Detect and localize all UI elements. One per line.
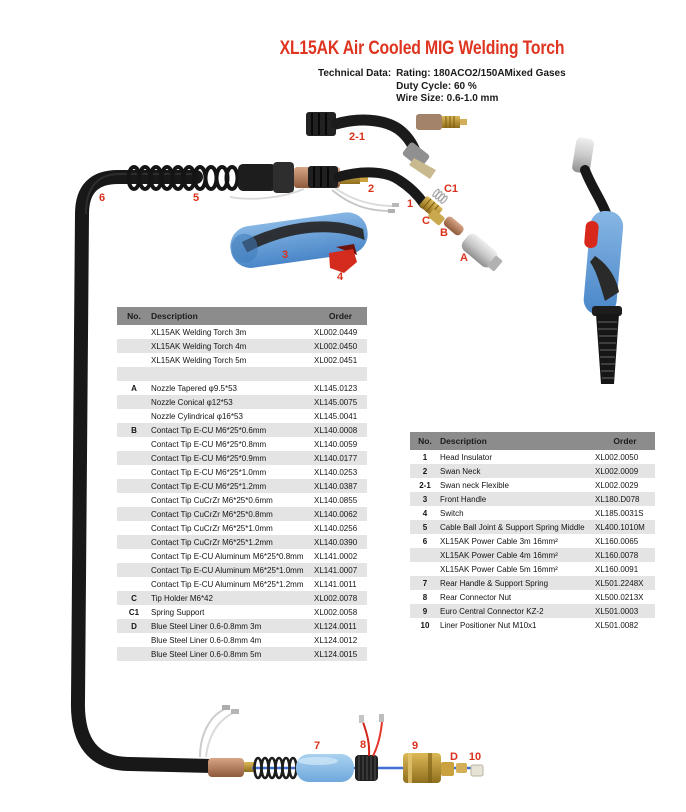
cell-desc: Rear Handle & Support Spring — [440, 578, 549, 588]
cell-order: XL501.0082 — [595, 620, 639, 630]
table-row — [117, 493, 367, 507]
table-row — [410, 590, 655, 604]
cell-desc: Contact Tip E-CU Aluminum M6*25*0.8mm — [151, 551, 304, 561]
cell-order: XL140.0390 — [314, 537, 358, 547]
cell-desc: Contact Tip E-CU M6*25*0.8mm — [151, 439, 267, 449]
cell-no: C — [131, 593, 137, 603]
callout-9: 9 — [411, 740, 419, 752]
table-row — [410, 464, 655, 478]
cell-desc: Tip Holder M6*42 — [151, 593, 213, 603]
cell-order: XL140.0387 — [314, 481, 358, 491]
cell-desc: Cable Ball Joint & Support Spring Middle — [440, 522, 585, 532]
cell-order: XL002.0050 — [595, 452, 639, 462]
cell-desc: XL15AK Power Cable 5m 16mm² — [440, 564, 558, 574]
callout-4: 4 — [336, 271, 344, 283]
header-no: No. — [117, 307, 151, 325]
table-row — [117, 339, 367, 353]
front-handle-image — [228, 210, 371, 273]
callout-3: 3 — [281, 249, 289, 261]
cell-no — [117, 549, 151, 563]
cell-desc: Contact Tip E-CU M6*25*0.6mm — [151, 425, 267, 435]
cell-no — [117, 437, 151, 451]
cell-order: XL002.0078 — [314, 593, 358, 603]
cell-desc: Nozzle Cylindrical φ16*53 — [151, 411, 243, 421]
cell-no — [117, 451, 151, 465]
table-row — [410, 548, 655, 562]
table-row — [117, 451, 367, 465]
table-row — [117, 605, 367, 619]
cell-no: 10 — [420, 620, 430, 630]
cell-no: B — [131, 425, 137, 435]
cell-no: 4 — [422, 508, 428, 518]
table-row — [117, 591, 367, 605]
cell-no: 8 — [422, 592, 428, 602]
header-order: Order — [314, 307, 367, 325]
cell-order: XL124.0012 — [314, 635, 358, 645]
cell-desc: Switch — [440, 508, 464, 518]
cell-no — [410, 548, 440, 562]
table-row — [410, 520, 655, 534]
cell-order: XL141.0002 — [314, 551, 358, 561]
cell-order: XL140.0855 — [314, 495, 358, 505]
cell-order: XL400.1010M — [595, 522, 645, 532]
cell-order: XL160.0091 — [595, 564, 639, 574]
table-row — [117, 423, 367, 437]
rear-handle-image — [296, 754, 354, 782]
table-row — [117, 563, 367, 577]
callout-8: 8 — [359, 739, 367, 751]
callout-6: 6 — [98, 192, 106, 204]
cell-no — [117, 535, 151, 549]
cell-no: D — [131, 621, 137, 631]
cell-no — [117, 563, 151, 577]
cell-order: XL140.0256 — [314, 523, 358, 533]
table-row — [410, 506, 655, 520]
callout-c1: C1 — [443, 183, 459, 195]
cell-desc: Blue Steel Liner 0.6-0.8mm 3m — [151, 621, 262, 631]
cell-no: 6 — [422, 536, 428, 546]
cell-order: XL180.D078 — [595, 494, 640, 504]
table-row — [410, 478, 655, 492]
cell-no — [117, 395, 151, 409]
cell-desc: Front Handle — [440, 494, 487, 504]
cell-no — [117, 577, 151, 591]
cell-no: 2-1 — [419, 480, 431, 490]
cell-desc — [151, 367, 314, 381]
cell-desc: Spring Support — [151, 607, 205, 617]
cell-order: XL002.0029 — [595, 480, 639, 490]
cell-desc: Swan neck Flexible — [440, 480, 509, 490]
components-parts-table — [410, 432, 655, 632]
table-row — [117, 381, 367, 395]
cell-no: 9 — [422, 606, 428, 616]
header-no: No. — [410, 432, 440, 450]
cell-no — [117, 409, 151, 423]
callout-10: 10 — [468, 751, 482, 763]
cell-desc: Contact Tip E-CU M6*25*0.9mm — [151, 453, 267, 463]
table-row — [410, 576, 655, 590]
cell-no: 7 — [422, 578, 428, 588]
cell-desc: Contact Tip E-CU Aluminum M6*25*1.2mm — [151, 579, 304, 589]
cell-desc: Nozzle Conical φ12*53 — [151, 397, 233, 407]
assembled-torch-image — [571, 137, 624, 384]
cell-desc: Liner Positioner Nut M10x1 — [440, 620, 537, 630]
euro-connector-image — [403, 753, 454, 783]
callout-c: C — [422, 215, 430, 227]
cell-order: XL140.0059 — [314, 439, 358, 449]
cell-order: XL140.0062 — [314, 509, 358, 519]
table-row — [410, 618, 655, 632]
cell-order: XL140.0253 — [314, 467, 358, 477]
cell-order: XL002.0451 — [314, 355, 358, 365]
cell-no — [117, 325, 151, 339]
table-row — [117, 535, 367, 549]
cell-no — [117, 647, 151, 661]
tech-wire-size: Wire Size: 0.6-1.0 mm — [396, 93, 499, 104]
cell-desc: Contact Tip CuCrZr M6*25*0.6mm — [151, 495, 273, 505]
cell-order: XL185.0031S — [595, 508, 644, 518]
header-description: Description — [440, 432, 595, 450]
table-row — [117, 549, 367, 563]
cell-no — [117, 493, 151, 507]
table-row — [117, 633, 367, 647]
liner-positioner-nut-image — [456, 763, 467, 773]
table-row — [410, 450, 655, 464]
table-row — [117, 367, 367, 381]
callout-d: D — [450, 751, 458, 763]
cell-order: XL140.0177 — [314, 453, 358, 463]
cell-order: XL002.0009 — [595, 466, 639, 476]
table-row — [117, 325, 367, 339]
table-row — [410, 604, 655, 618]
cell-desc: Head Insulator — [440, 452, 493, 462]
cell-desc: Contact Tip CuCrZr M6*25*1.0mm — [151, 523, 273, 533]
cell-no: C1 — [128, 607, 140, 617]
cell-desc: Contact Tip CuCrZr M6*25*0.8mm — [151, 509, 273, 519]
table-header-row — [410, 432, 655, 450]
tech-rating: Rating: 180ACO2/150AMixed Gases — [396, 68, 566, 79]
cell-no — [117, 521, 151, 535]
cell-no: 1 — [422, 452, 428, 462]
page-title: XL15AK Air Cooled MIG Welding Torch — [279, 38, 565, 59]
callout-2-1: 2-1 — [349, 131, 365, 143]
table-row — [410, 562, 655, 576]
cell-no — [117, 367, 151, 381]
cell-no — [117, 465, 151, 479]
cell-order: XL002.0450 — [314, 341, 358, 351]
table-row — [117, 577, 367, 591]
callout-5: 5 — [192, 192, 200, 204]
cell-order: XL501.0003 — [595, 606, 639, 616]
rear-connector-nut-image — [355, 755, 378, 781]
torch-parts-table — [117, 307, 367, 661]
cell-desc: XL15AK Welding Torch 5m — [151, 355, 247, 365]
table-row — [117, 437, 367, 451]
small-nut-image — [471, 765, 483, 776]
cell-desc: Swan Neck — [440, 466, 481, 476]
table-row — [117, 619, 367, 633]
table-row — [117, 353, 367, 367]
cell-no — [117, 479, 151, 493]
callout-a: A — [460, 252, 468, 264]
cell-order: XL002.0449 — [314, 327, 358, 337]
cell-order: XL145.0075 — [314, 397, 358, 407]
table-row — [117, 395, 367, 409]
table-row — [117, 647, 367, 661]
cell-order: XL140.0008 — [314, 425, 358, 435]
cell-order: XL500.0213X — [595, 592, 644, 602]
callout-b: B — [440, 227, 448, 239]
cell-no: 2 — [422, 466, 428, 476]
cell-desc: Blue Steel Liner 0.6-0.8mm 4m — [151, 635, 262, 645]
cell-desc: Euro Central Connector KZ-2 — [440, 606, 544, 616]
table-row — [410, 534, 655, 548]
cell-desc: XL15AK Power Cable 3m 16mm² — [440, 536, 558, 546]
cell-no — [410, 562, 440, 576]
table-row — [117, 507, 367, 521]
technical-data-label: Technical Data: — [318, 68, 392, 79]
header-order: Order — [595, 432, 655, 450]
table-row — [117, 521, 367, 535]
cell-order: XL002.0058 — [314, 607, 358, 617]
cell-desc: XL15AK Power Cable 4m 16mm² — [440, 550, 558, 560]
table-row — [410, 492, 655, 506]
cell-order: XL160.0078 — [595, 550, 639, 560]
cell-no — [117, 339, 151, 353]
cell-desc: XL15AK Welding Torch 3m — [151, 327, 247, 337]
cell-order: XL145.0041 — [314, 411, 358, 421]
callout-1: 1 — [406, 198, 414, 210]
cell-desc: XL15AK Welding Torch 4m — [151, 341, 247, 351]
table-header-row — [117, 307, 367, 325]
callout-7: 7 — [313, 740, 321, 752]
cell-order: XL145.0123 — [314, 383, 358, 393]
table-row — [117, 409, 367, 423]
cell-desc: Blue Steel Liner 0.6-0.8mm 5m — [151, 649, 262, 659]
cell-desc: Contact Tip CuCrZr M6*25*1.2mm — [151, 537, 273, 547]
table-row — [117, 465, 367, 479]
cell-order: XL160.0065 — [595, 536, 639, 546]
cell-order: XL141.0007 — [314, 565, 358, 575]
cell-no — [117, 353, 151, 367]
table-row — [117, 479, 367, 493]
cell-order: XL124.0015 — [314, 649, 358, 659]
tech-duty-cycle: Duty Cycle: 60 % — [396, 80, 477, 92]
cell-no — [117, 633, 151, 647]
cell-order — [314, 367, 367, 381]
cell-order: XL124.0011 — [314, 621, 357, 631]
callout-2: 2 — [367, 183, 375, 195]
cell-desc: Contact Tip E-CU M6*25*1.0mm — [151, 467, 267, 477]
cell-desc: Rear Connector Nut — [440, 592, 512, 602]
cell-no: 5 — [422, 522, 428, 532]
cell-no: 3 — [422, 494, 428, 504]
cell-desc: Contact Tip E-CU Aluminum M6*25*1.0mm — [151, 565, 304, 575]
cell-no — [117, 507, 151, 521]
cell-desc: Contact Tip E-CU M6*25*1.2mm — [151, 481, 267, 491]
cell-order: XL141.0011 — [314, 579, 357, 589]
rear-assembly-image — [200, 705, 483, 783]
cell-no: A — [131, 383, 137, 393]
cell-order: XL501.2248X — [595, 578, 644, 588]
cell-desc: Nozzle Tapered φ9.5*53 — [151, 383, 237, 393]
header-description: Description — [151, 307, 314, 325]
